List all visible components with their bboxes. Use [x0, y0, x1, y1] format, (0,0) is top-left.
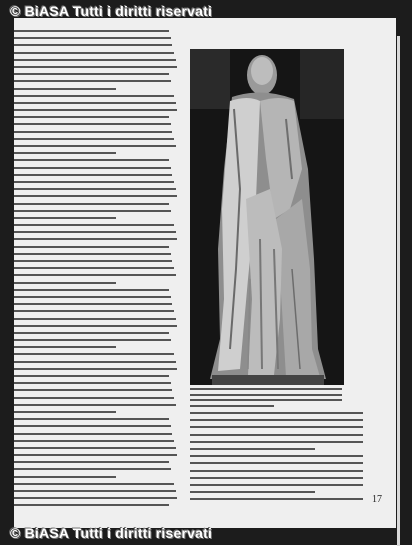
text-line	[14, 260, 172, 262]
text-line	[14, 267, 174, 269]
text-line	[190, 441, 363, 443]
text-line	[14, 88, 116, 90]
text-line	[14, 425, 171, 427]
text-line	[14, 368, 177, 370]
text-line	[14, 490, 176, 492]
text-line	[14, 224, 174, 226]
text-line	[14, 325, 177, 327]
text-line	[14, 483, 174, 485]
text-line	[14, 102, 176, 104]
text-line	[14, 361, 176, 363]
right-column-text	[190, 412, 368, 512]
watermark-bottom: © BiASA Tutti i diritti riservati	[10, 525, 213, 541]
figure-caption	[190, 388, 342, 410]
text-line	[14, 447, 176, 449]
text-line	[190, 412, 363, 414]
left-column-text	[14, 30, 179, 520]
text-line	[14, 66, 177, 68]
text-line	[14, 461, 169, 463]
text-line	[14, 210, 171, 212]
text-line	[14, 310, 174, 312]
text-line	[14, 231, 176, 233]
text-line	[14, 59, 176, 61]
text-line	[14, 188, 176, 190]
text-line	[14, 145, 176, 147]
text-line	[14, 346, 116, 348]
text-line	[190, 491, 315, 493]
watermark-top: © BiASA Tutti i diritti riservati	[10, 3, 213, 19]
text-line	[14, 318, 176, 320]
text-line	[14, 203, 169, 205]
text-line	[14, 73, 169, 75]
text-line	[190, 477, 363, 479]
text-line	[190, 462, 363, 464]
text-line	[14, 181, 174, 183]
text-line	[14, 95, 174, 97]
text-line	[14, 274, 176, 276]
page-crease	[397, 36, 400, 546]
text-line	[190, 394, 342, 396]
text-line	[14, 131, 172, 133]
text-line	[14, 476, 116, 478]
text-line	[14, 246, 169, 248]
text-line	[14, 332, 169, 334]
text-line	[14, 195, 177, 197]
statue-image	[190, 49, 344, 385]
text-line	[14, 52, 174, 54]
page-number: 17	[372, 494, 382, 505]
text-line	[14, 454, 177, 456]
text-line	[190, 434, 363, 436]
text-line	[14, 253, 171, 255]
text-line	[190, 419, 363, 421]
text-line	[190, 455, 363, 457]
text-line	[190, 405, 274, 407]
text-line	[14, 382, 171, 384]
text-line	[14, 159, 169, 161]
text-line	[14, 30, 169, 32]
text-line	[190, 388, 342, 390]
text-line	[190, 498, 363, 500]
text-line	[14, 296, 171, 298]
text-line	[14, 433, 172, 435]
text-line	[14, 339, 171, 341]
text-line	[14, 123, 171, 125]
text-line	[14, 44, 172, 46]
text-line	[190, 470, 363, 472]
text-line	[14, 282, 116, 284]
text-line	[14, 440, 174, 442]
text-line	[14, 375, 169, 377]
text-line	[14, 397, 174, 399]
text-line	[14, 468, 171, 470]
text-line	[14, 353, 174, 355]
text-line	[14, 138, 174, 140]
text-line	[190, 399, 342, 401]
text-line	[14, 174, 172, 176]
text-line	[14, 116, 169, 118]
text-line	[14, 289, 169, 291]
text-line	[14, 404, 176, 406]
text-line	[14, 389, 172, 391]
text-line	[14, 37, 171, 39]
text-line	[14, 217, 116, 219]
statue-photo	[190, 49, 344, 385]
text-line	[14, 497, 177, 499]
text-line	[14, 109, 177, 111]
text-line	[14, 504, 169, 506]
text-line	[14, 303, 172, 305]
text-line	[14, 167, 171, 169]
text-line	[14, 411, 116, 413]
text-line	[14, 152, 116, 154]
text-line	[14, 238, 177, 240]
text-line	[190, 484, 363, 486]
text-line	[190, 448, 315, 450]
text-line	[14, 80, 171, 82]
text-line	[14, 418, 169, 420]
text-line	[190, 426, 363, 428]
